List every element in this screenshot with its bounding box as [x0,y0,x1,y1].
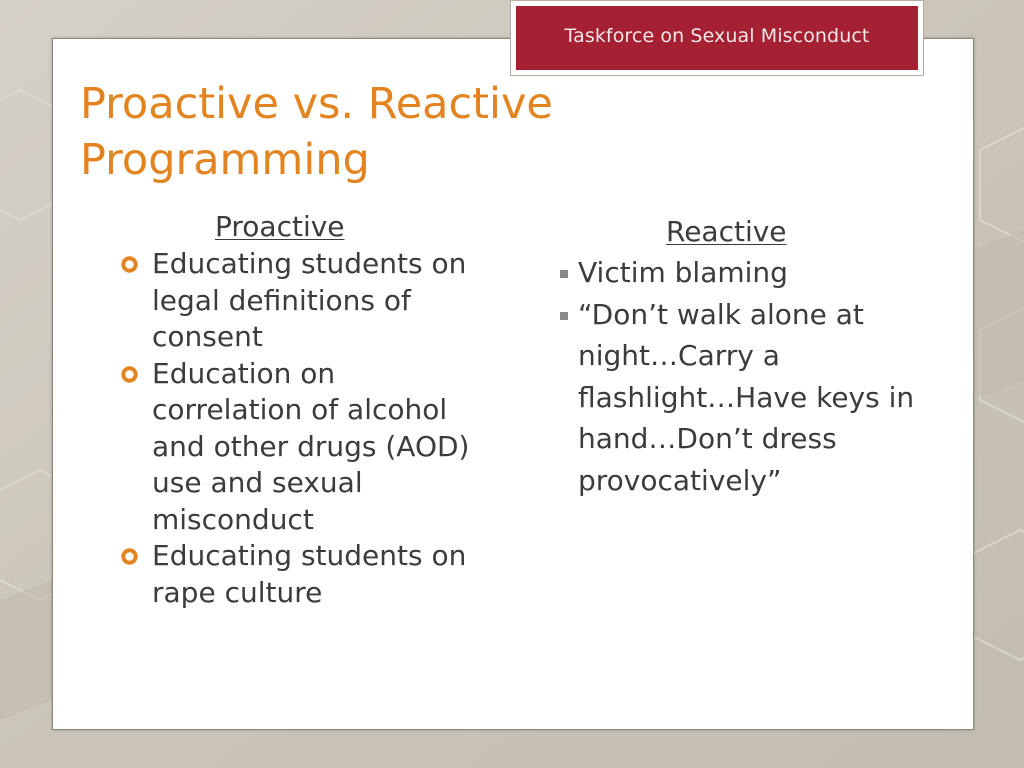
header-banner [510,0,924,76]
list-item-text: Educating students on legal definitions of consent [152,247,467,353]
reactive-heading: Reactive [666,215,787,248]
square-bullet-icon [560,270,568,278]
list-item-text: Education on correlation of alcohol and other drugs (AOD) use and sexual misconduct [152,356,470,536]
list-item [118,538,478,611]
proactive-heading: Proactive [215,210,345,243]
list-item-text: Victim blaming [578,256,788,289]
circle-bullet-icon [121,256,138,273]
slide-title: Proactive vs. Reactive Programming [80,79,553,185]
list-item [118,356,478,539]
circle-bullet-icon [121,548,138,565]
list-item [556,252,936,294]
list-item-text: Educating students on rape culture [152,539,467,609]
square-bullet-icon [560,312,568,320]
header-banner-fill [516,6,918,70]
list-item [556,294,936,502]
proactive-list [118,246,478,611]
proactive-column [118,208,478,611]
list-item-text: “Don’t walk alone at night…Carry a flashlight…Have keys in hand…Don’t dress provocatively” [578,297,915,497]
reactive-list [556,252,936,501]
circle-bullet-icon [121,366,138,383]
list-item [118,246,478,356]
banner-title: Taskforce on Sexual Misconduct [564,25,870,47]
reactive-column [556,212,936,501]
